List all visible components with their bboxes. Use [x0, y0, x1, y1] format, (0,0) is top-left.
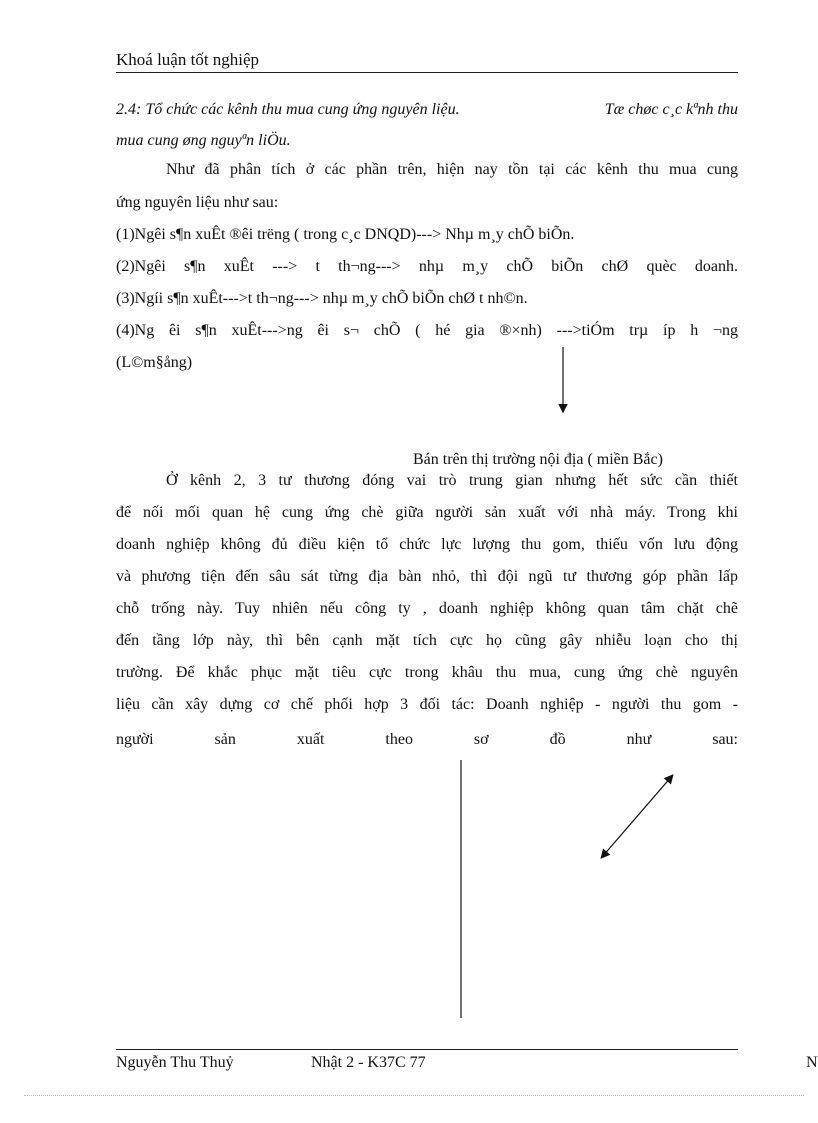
footer-author: Nguyễn Thu Thuỷ: [116, 1054, 234, 1071]
footer-rule: [116, 1049, 738, 1050]
body-line-2: để nối mối quan hệ cung ứng chè giữa người sản xuất với nhà máy. Trong khi: [116, 504, 738, 521]
body-line-1: Ở kênh 2, 3 tư thương đóng vai trò trung gian nhưng hết sức cần thiết: [166, 472, 738, 489]
page-bottom-dotted-line: [24, 1095, 804, 1096]
double-headed-arrow: [602, 776, 672, 857]
body-line-3: doanh nghiệp không đủ điều kiện tổ chức lực lượng thu gom, thiếu vốn lưu động: [116, 536, 738, 553]
intro-line-2: ứng nguyên liệu như sau:: [116, 194, 279, 211]
channel-4-line-2: (L©m§ång): [116, 354, 193, 371]
footer-page-fragment: N: [806, 1054, 818, 1071]
destination-label: Bán trên thị trường nội địa ( miền Bắc): [413, 451, 663, 468]
section-heading-garbled-1: Tæ chøc c¸c kªnh thu: [604, 101, 738, 118]
channel-1: (1)Ngêi s¶n xuÊt ®êi trëng ( trong c¸c DNQD)---> Nhµ m¸y chÕ biÕn.: [116, 226, 575, 243]
body-line-7: trường. Để khắc phục mặt tiêu cực trong khâu thu mua, cung ứng chè nguyên: [116, 664, 738, 681]
section-heading-vi: 2.4: Tổ chức các kênh thu mua cung ứng nguyên liệu.: [116, 101, 460, 118]
footer-class: Nhật 2 - K37C 77: [311, 1054, 426, 1071]
intro-line-1: Như đã phân tích ở các phần trên, hiện nay tồn tại các kênh thu mua cung: [166, 161, 738, 178]
body-line-6: đến tầng lớp này, thì bên cạnh mặt tích cực họ cũng gây nhiễu loạn cho thị: [116, 632, 738, 649]
section-heading-garbled-2: mua cung øng nguyªn liÖu.: [116, 132, 291, 149]
channel-2: (2)Ngêi s¶n xuÊt ---> t th¬ng---> nhµ m¸y chÕ biÕn chØ quèc doanh.: [116, 258, 738, 275]
channel-3: (3)Ngíi s¶n xuÊt--->t th¬ng---> nhµ m¸y chÕ biÕn chØ t nh©n.: [116, 290, 528, 307]
channel-4-line-1: (4)Ng êi s¶n xuÊt--->ng êi s¬ chÕ ( hé gia ®×nh) --->tiÓm trµ íp h ¬ng: [116, 322, 738, 339]
body-line-9: người sản xuất theo sơ đồ như sau:: [116, 731, 738, 748]
body-line-4: và phương tiện đến sâu sát từng địa bàn nhỏ, thì đội ngũ tư thương góp phần lấp: [116, 568, 738, 585]
header-title: Khoá luận tốt nghiệp: [116, 50, 260, 69]
body-line-5: chỗ trống này. Tuy nhiên nếu công ty , doanh nghiệp không quan tâm chặt chẽ: [116, 600, 738, 617]
body-line-8: liệu cần xây dựng cơ chế phối hợp 3 đối tác: Doanh nghiệp - người thu gom -: [116, 696, 738, 713]
